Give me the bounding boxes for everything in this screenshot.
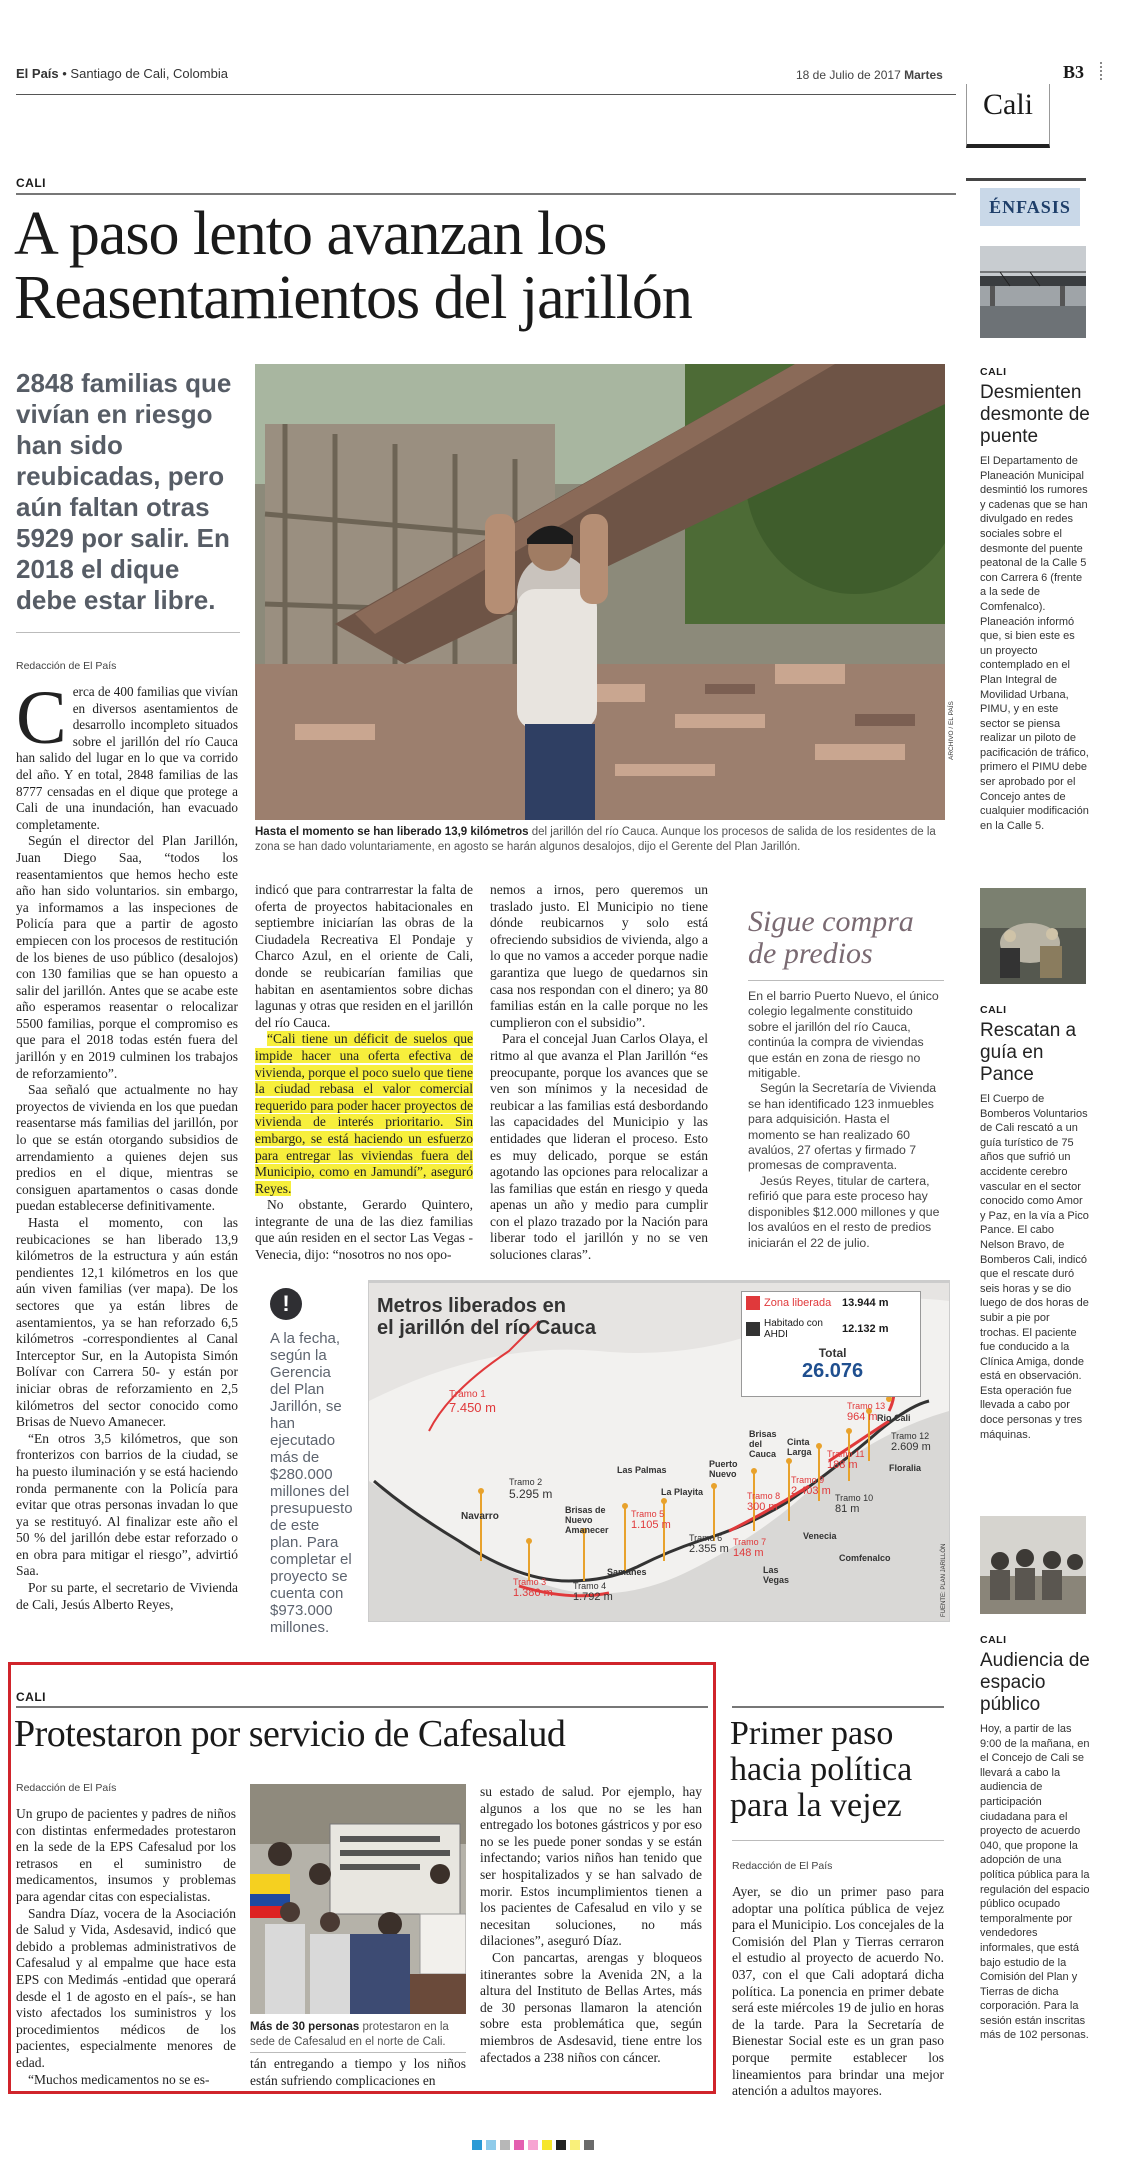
map-place: Rio Cali — [877, 1413, 911, 1423]
tramo-label: Tramo 4 — [573, 1581, 607, 1591]
map-tramo2 — [509, 1477, 552, 1501]
map-place: Las Vegas — [763, 1565, 790, 1585]
story3-byline: Redacción de El País — [732, 1860, 833, 1872]
col1-para: Por su parte, el secretario de Vivienda de Cali, Jesús Alberto Reyes, — [16, 1580, 238, 1612]
tramo-label: Tramo 13 — [847, 1401, 886, 1411]
main-kicker: CALI — [16, 176, 46, 190]
main-headline — [14, 202, 692, 330]
story2-byline: Redacción de El País — [16, 1782, 117, 1794]
predios-para: Jesús Reyes, titular de cartera, refirió que para este proceso hay disponibles $12.000 millones y que los avalúos en el resto de predios iniciarán el 22 de julio. — [748, 1173, 940, 1250]
sidebar-item-3 — [980, 1634, 1090, 2043]
page-date — [796, 68, 943, 82]
map-place: Cinta Larga — [787, 1437, 812, 1457]
col1-para: Hasta el momento, con las reubicaciones se han liberado 13,9 kilómetros de la estructura y aún están pendientes 12,1 kilómetros en los que aún viven familias (ver mapa). De los sectores que ya están libres de asentamientos, ya se han reforzado 6,5 kilómetros -correspondientes al Canal Interceptor Sur, en la Autopista Simón Bolívar con Carrera 50- y están por iniciar obras de reforzamiento en 2,5 kilómetros del sector conocido como Brisas de Nuevo Amanecer. — [16, 1215, 238, 1430]
predios-title — [748, 906, 944, 970]
swatch — [570, 2140, 580, 2150]
sidebar-item-1 — [980, 366, 1090, 833]
map-place: Navarro — [461, 1511, 499, 1522]
swatch — [472, 2140, 482, 2150]
sidebar-title: Desmienten desmonte de puente — [980, 382, 1090, 447]
deck-rule — [16, 632, 240, 633]
sidebar-body: El Departamento de Planeación Municipal desmintió los rumores y cadenas que se han divulgado en redes sociales sobre el desmonte del puente peatonal de la Calle 5 con Carrera 6 (frente a la sede de Comfenalco). Planeación informó que, si bien este es un proyecto contemplado en el Plan Integral de Movilidad Urbana, PIMU, y en este sector se piensa realizar un piloto de pacificación de tráfico, primero el PIMU debe ser aprobado por el Concejo antes de cualquier modificación en la Calle 5. — [980, 455, 1089, 832]
tramo-label: Tramo 8 — [747, 1491, 781, 1501]
map-source: FUENTE: PLAN JARILLÓN — [941, 1543, 947, 1617]
jarillon-map — [368, 1280, 950, 1622]
tramo-label: Tramo 1 — [449, 1389, 486, 1400]
legend-total — [802, 1346, 863, 1383]
highlighted-quote: “Cali tiene un déficit de suelos que impide hacer una oferta efectiva de vivienda, porque el poco suelo que tiene la ciudad rebasa el valor comercial requerido para poder hacer proyectos de vivienda de interés prioritario. Sin embargo, se está haciendo un esfuerzo para entregar las viviendas fuera del Municipio, como en Jamundí”, aseguró Reyes. — [255, 1031, 473, 1196]
swatch — [584, 2140, 594, 2150]
story3-para: Ayer, se dio un primer paso para adoptar una política pública de vejez para el Municipio. Los concejales de la Comisión del Plan y Tierras cerraron el estudio al proyecto de acuerdo No. 037, con el que Cali adoptará dicha política. La ponencia en primer debate será este miércoles 19 de julio en horas de la tarde. Para la Secretaría de Bienestar Social este es un gran paso porque permite establecer los lineamientos para brindar una mejor atención a adultos mayores. — [732, 1884, 944, 2099]
sidebar-kicker: CALI — [980, 1634, 1007, 1646]
tramo-value: 5.295 m — [509, 1487, 553, 1501]
map-tramo9 — [791, 1475, 831, 1497]
swatch — [556, 2140, 566, 2150]
col1-para: Según el director del Plan Jarillón, Juan Diego Saa, “todos los reasentamientos que hemos hecho este año han sido voluntarios. sin embargo, ya informamos a las inspeciones de Policía para que a partir de agosto empiecen con los procesos de restitución de los bienes de uso público (desalojos) con 130 familias que se han opuesto a salir del jarillón. Antes que se acabe este año esperamos reasentar o relocalizar 5500 familias, porque el compromiso es que para el 2018 todas estén fuera del jarillón y en 2019 culminen los trabajos de reforzamiento”. — [16, 833, 238, 1081]
story2-para: tán entregando a tiempo y los niños están sufriendo complicaciones en — [250, 2056, 466, 2088]
map-place: Brisas de Nuevo Amanecer — [565, 1505, 609, 1535]
caption-rule — [250, 2052, 466, 2053]
sidebar-kicker: CALI — [980, 1004, 1007, 1016]
tramo-value: 2.355 m — [689, 1543, 729, 1555]
story2-kicker-rule — [16, 1706, 708, 1708]
main-photo — [255, 364, 945, 820]
map-tramo4 — [573, 1581, 613, 1603]
tramo-value: 1.386 m — [513, 1587, 553, 1599]
sidebar-body: Hoy, a partir de las 9:00 de la mañana, en el Concejo de Cali se llevará a cabo la audiencia de participación ciudadana para el proyecto de acuerdo 040, que propone la adopción de una política pública para la regulación del espacio público ocupado temporalmente por vendedores informales, que está bajo estudio de la Comisión del Plan y Tierras de dicha corporación. Para la sesión están inscritas más de 102 personas. — [980, 1723, 1090, 2042]
story2-para: “Muchos medicamentos no se es- — [28, 2071, 210, 2087]
story2-para: Un grupo de pacientes y padres de niños con distintas enfermedades protestaron en la sede de la EPS Cafesalud por los retrasos en el suministro de medicamentos, insumos y problemas para agendar citas con especialistas. — [16, 1806, 236, 1904]
sidebar-photo-rescue — [980, 888, 1086, 984]
map-place: Puerto Nuevo — [709, 1459, 738, 1479]
col2-para: No obstante, Gerardo Quintero, integrante de una de las diez familias que aún residen en el sector Las Vegas - Venecia, dijo: “nosotros no nos opo- — [255, 1197, 473, 1263]
drop-cap: C — [16, 676, 67, 760]
col1-para: Saa señaló que actualmente no hay proyectos de vivienda en los que puedan reasentarse más familias del jarillón, por lo que se están otorgando subsidios de arrendamiento a quienes dejen sus predios en el dique, mientras se consiguen apartamentos o casas donde puedan establecerse definitivamente. — [16, 1082, 238, 1214]
map-place: La Playita — [661, 1487, 704, 1497]
col3-para: Para el concejal Juan Carlos Olaya, el ritmo al que avanza el Plan Jarillón “es preocupante, porque los avances que se ven son mínimos y la necesidad de reubicar a las familias está desbordando las capacidades del Municipio y las entidades que lideran el proceso. Esto es muy delicado, porque se están agotando las opciones para relocalizar a las familias que están en riesgo y queda apenas un año y medio para cumplir con el plazo trazado por la Nación para liberar todo el jarillón y no se ven soluciones claras”. — [490, 1031, 708, 1263]
tramo-value: 2.403 m — [791, 1485, 831, 1497]
caption-text: del jarillón del río Cauca. Aunque los procesos de salida de los residentes de la zona se han dado voluntariamente, en agosto se harán algunos desalojos, dijo el Gerente del Plan Jarillón. — [255, 826, 936, 853]
map-tramo12 — [891, 1431, 931, 1453]
color-registration-bar — [472, 2140, 594, 2150]
protest-caption-text: protestaron en la sede de Cafesalud en el norte de Cali. — [250, 2021, 449, 2048]
story3-headline — [730, 1716, 912, 1824]
kicker-rule — [16, 193, 956, 195]
section-box — [966, 84, 1050, 148]
sidebar-kicker: CALI — [980, 366, 1007, 378]
tramo-value: 1.792 m — [573, 1591, 613, 1603]
sidebar-item-2 — [980, 1004, 1090, 1442]
map-place: Floralia — [889, 1463, 922, 1473]
tramo-value: 148 m — [733, 1547, 764, 1559]
main-col-1 — [16, 676, 238, 1613]
legend-zona-label: Zona liberada — [764, 1297, 832, 1309]
enfasis-banner — [980, 188, 1080, 226]
map-tramo1 — [449, 1389, 496, 1415]
story2-col-1 — [16, 1806, 236, 2088]
protest-photo — [250, 1784, 466, 2014]
map-place: Samanes — [607, 1567, 647, 1577]
tramo-label: Tramo 5 — [631, 1509, 665, 1519]
map-title-1: Metros liberados en — [377, 1295, 566, 1317]
map-tramo3 — [513, 1577, 553, 1599]
legend-zona — [746, 1296, 888, 1310]
predios-body — [748, 989, 944, 1251]
story3-body — [732, 1884, 944, 2100]
main-col-2 — [255, 882, 473, 1264]
story2-para: Sandra Díaz, vocera de la Asociación de Salud y Vida, Asdesavid, indicó que debido a problemas administrativos de Cafesalud y al empalme que hace esta EPS con Medimás -entidad que operará desde el 1 de agosto en el país-, se han visto afectados los suministros y los procedimientos médicos de los pacientes, especialmente menores de edad. — [16, 1905, 236, 2070]
tramo-value: 81 m — [835, 1503, 860, 1515]
predios-para: En el barrio Puerto Nuevo, el único colegio legalmente constituido sobre el jarillón del río Cauca, continúa la compra de viviendas que están en zona de riesgo no mitigable. — [748, 989, 939, 1081]
map-place: Brisas del Cauca — [749, 1429, 777, 1459]
tramo-value: 7.450 m — [449, 1400, 496, 1415]
legend-hab-value: 12.132 m — [842, 1322, 889, 1335]
main-deck: 2848 familias que vivían en riesgo han sido reubicadas, pero aún faltan otras 5929 por salir. En 2018 el dique debe estar libre. — [16, 368, 232, 615]
swatch — [514, 2140, 524, 2150]
story2-kicker: CALI — [16, 1690, 46, 1704]
col1-first-para: erca de 400 familias que vivían en diversos asentamientos de desarrollo incompleto situados sobre el jarillón del río Cauca han salido del lugar en lo que va corrido del año. Y en total, 2848 familias de las 8777 censadas en el dique que protege a Cali de una inundación, han evacuado completamente. — [16, 684, 238, 832]
page-dots — [1100, 62, 1104, 80]
headline-line-2: Reasentamientos del jarillón — [14, 264, 692, 332]
tramo-label: Tramo 2 — [509, 1477, 543, 1487]
alert-icon: ! — [270, 1288, 302, 1320]
tramo-value: 300 m — [747, 1501, 778, 1513]
map-legend — [741, 1291, 921, 1397]
total-label: Total — [818, 1346, 847, 1360]
map-place: Las Palmas — [617, 1465, 667, 1475]
header-rule — [16, 94, 956, 95]
tramo-label: Tramo 3 — [513, 1577, 547, 1587]
main-col-3 — [490, 882, 708, 1264]
headline-line-1: A paso lento avanzan los — [14, 200, 607, 268]
story3-rule — [732, 1840, 944, 1841]
protest-caption-bold: Más de 30 personas — [250, 2021, 360, 2033]
legend-zona-value: 13.944 m — [842, 1297, 889, 1309]
tramo-label: Tramo 12 — [891, 1431, 930, 1441]
date-text: 18 de Julio de 2017 — [796, 68, 901, 82]
story2-col-3 — [480, 1784, 702, 2066]
masthead-location: Santiago de Cali, Colombia — [70, 66, 228, 81]
map-tramo11 — [827, 1449, 865, 1471]
col3-para: nemos a irnos, pero queremos un traslado justo. El Municipio no tiene dónde reubicarnos y solo está ofreciendo subsidios de vivienda, algo a lo que no vamos a acceder porque nadie garantiza que luego de quedarnos sin casa nos respondan con el dinero; ya 80 familias están en la calle porque no les cumplieron con el subsidio”. — [490, 882, 708, 1030]
tramo-label: Tramo 9 — [791, 1475, 825, 1485]
legend-red-swatch — [746, 1296, 760, 1310]
map-tramo10 — [835, 1493, 873, 1515]
section-name: Cali — [983, 88, 1033, 121]
predios-title-2: de predios — [748, 937, 873, 970]
paper-name: El País — [16, 66, 59, 81]
sidebar-title: Audiencia de espacio público — [980, 1650, 1090, 1715]
map-tramo6 — [689, 1533, 729, 1555]
story2-headline: Protestaron por servicio de Cafesalud — [14, 1713, 566, 1755]
total-value: 26.076 — [802, 1360, 864, 1382]
tramo-value: 188 m — [827, 1459, 858, 1471]
map-tramo8 — [747, 1491, 780, 1513]
predios-para: Según la Secretaría de Vivienda se han identificado 123 inmuebles para adquisición. Hasta el momento se han realizado 60 avalúos, 27 ofertas y firmado 7 promesas de compraventa. — [748, 1081, 937, 1173]
masthead-line: El País • Santiago de Cali, Colombia — [16, 66, 228, 81]
sidebar-photo-council — [980, 1516, 1086, 1614]
story3-top-rule — [732, 1706, 944, 1708]
sidebar-top-rule — [966, 178, 1086, 181]
main-byline: Redacción de El País — [16, 660, 117, 672]
factoid-text: A la fecha, según la Gerencia del Plan Jarillón, se han ejecutado más de $280.000 millones del presupuesto de este plan. Para completar el proyecto se cuenta con $973.000 millones. — [270, 1330, 353, 1636]
tramo-value: 2.609 m — [891, 1441, 931, 1453]
story2-col-2 — [250, 2056, 466, 2089]
main-caption — [255, 825, 945, 855]
map-tramo7 — [733, 1537, 766, 1559]
enfasis-label: ÉNFASIS — [989, 197, 1071, 217]
story3-title-1: Primer paso — [730, 1715, 894, 1752]
map-title — [377, 1295, 596, 1339]
story2-para: Con pancartas, arengas y bloqueos itinerantes sobre la Avenida 2N, a la altura del Instituto de Bellas Artes, más de 30 personas llamaron la atención sobre esta problemática que, según miembros de Asdesavid, tiene entre los afectados a 238 niños con cáncer. — [480, 1949, 702, 2065]
map-place: Comfenalco — [839, 1553, 891, 1563]
story2-para: su estado de salud. Por ejemplo, hay algunos a los que no se les han entregado los botones gástricos y por eso no se les puede poner sondas y se están infectando; varios niños han tenido que ser hospitalizados y se han salvado de morir. Estos incumplimientos tienen a los pacientes de Cafesalud en vilo y se necesitan soluciones, no más dilaciones”, aseguró Díaz. — [480, 1784, 702, 1949]
tramo-label: Tramo 7 — [733, 1537, 767, 1547]
tramo-value: 964 m — [847, 1411, 878, 1423]
tramo-label: Tramo 10 — [835, 1493, 874, 1503]
legend-hab-label: Habitado con AHDI — [764, 1318, 823, 1340]
col1-para: “En otros 3,5 kilómetros, que son fronterizos con barrios de la ciudad, se ha puesto iluminación y se está haciendo ronda permanente con la Policía para evitar que otras personas invadan lo que ya se restituyó. Al finalizar este año el 50 % del jarillón debe estar reforzado o en obra para mitigar el riesgo”, advirtió Saa. — [16, 1430, 238, 1579]
predios-box — [748, 906, 944, 1251]
legend-habitado — [746, 1318, 888, 1340]
sidebar-title: Rescatan a guía en Pance — [980, 1020, 1077, 1085]
box-rule — [748, 980, 944, 981]
swatch — [542, 2140, 552, 2150]
story3-title-2: hacia política — [730, 1751, 913, 1788]
swatch — [500, 2140, 510, 2150]
sidebar-photo-bridge — [980, 246, 1086, 338]
map-title-2: el jarillón del río Cauca — [377, 1317, 596, 1339]
protest-caption — [250, 2020, 466, 2049]
map-tramo5 — [631, 1509, 671, 1531]
tramo-label: Tramo 6 — [689, 1533, 723, 1543]
map-place: Venecia — [803, 1531, 837, 1541]
caption-bold: Hasta el momento se han liberado 13,9 kilómetros — [255, 826, 529, 838]
weekday-text: Martes — [904, 68, 943, 82]
sidebar-body: El Cuerpo de Bomberos Voluntarios de Cali rescató a un guía turístico de 75 años que sufrió un accidente cerebro vascular en el sector conocido como Amor y Paz, en la vía a Pico Pance. El cabo Nelson Bravo, de Bomberos Cali, indicó que el rescate duró seis horas y se dio luego de dos horas de subir a pie por trochas. El paciente fue conducido a la Clínica Amiga, donde está en observación. Esta operación fue llevada a cabo por doce personas y tres máquinas. — [980, 1093, 1089, 1441]
page-number: B3 — [1063, 62, 1085, 82]
tramo-label: Tramo 11 — [827, 1449, 865, 1459]
swatch — [486, 2140, 496, 2150]
swatch — [528, 2140, 538, 2150]
predios-title-1: Sigue compra — [748, 905, 914, 938]
photo-credit: ARCHIVO / EL PAÍS — [948, 701, 955, 760]
tramo-value: 1.105 m — [631, 1519, 671, 1531]
col2-para: indicó que para contrarrestar la falta de oferta de proyectos habitacionales en septiembre iniciarían las obras de la Ciudadela Recreativa El Pondaje y Charco Azul, en el oriente de Cali, donde se reubicarían familias que habitan en asentamientos sobre dichas lagunas y otras que residen en el jarillón del río Cauca. — [255, 882, 473, 1030]
legend-black-swatch — [746, 1322, 760, 1336]
story3-title-3: para la vejez — [730, 1787, 902, 1824]
